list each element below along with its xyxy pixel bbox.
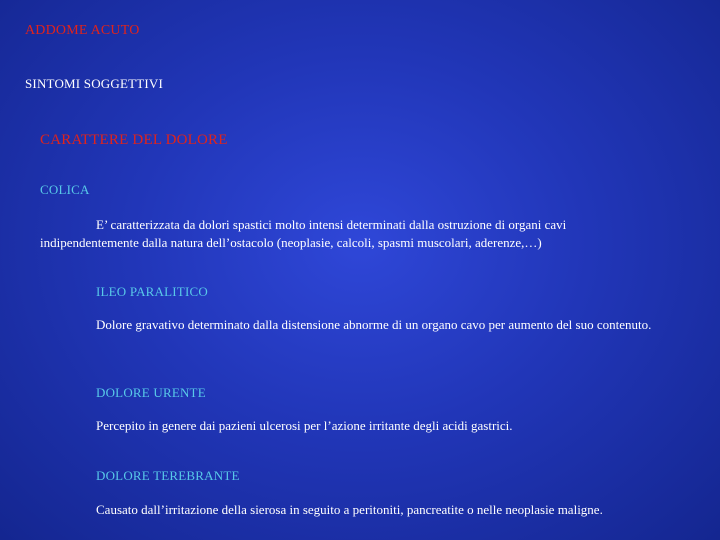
item-description-dolore-urente: Percepito in genere dai pazieni ulcerosi per l’azione irritante degli acidi gastrici. (96, 418, 513, 433)
item-heading-dolore-terebrante: DOLORE TEREBRANTE (96, 468, 240, 483)
page-title: ADDOME ACUTO (25, 23, 140, 38)
item-heading-dolore-urente: DOLORE URENTE (96, 385, 206, 400)
item-heading-colica: COLICA (40, 182, 90, 197)
item-description-dolore-terebrante: Causato dall’irritazione della sierosa in seguito a peritoniti, pancreatite o nelle neoplasie maligne. (96, 502, 603, 517)
section-heading: CARATTERE DEL DOLORE (40, 132, 228, 148)
item-description-colica: E’ caratterizzata da dolori spastici molto intensi determinati dalla ostruzione di organi cavi indipendentemente dalla natura dell’ostacolo (neoplasie, calcoli, spasmi muscolari, aderenze,…) (40, 217, 567, 250)
item-description-ileo-paralitico: Dolore gravativo determinato dalla distensione abnorme di un organo cavo per aumento del suo contenuto. (96, 317, 652, 332)
subtitle: SINTOMI SOGGETTIVI (25, 76, 164, 91)
item-heading-ileo-paralitico: ILEO PARALITICO (96, 284, 208, 299)
